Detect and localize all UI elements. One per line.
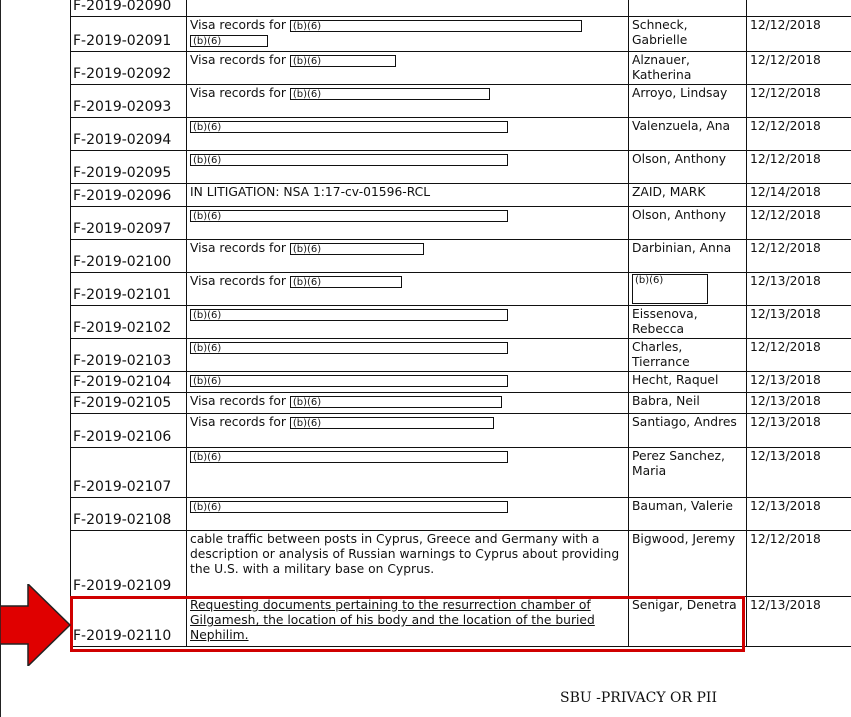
request-subject (187, 207, 629, 240)
request-id: F-2019-02106 (71, 414, 187, 448)
request-subject (187, 0, 629, 17)
request-subject (187, 498, 629, 531)
subject-text: Visa records for (190, 53, 286, 67)
redaction-box: (b)(6) (190, 501, 508, 513)
request-date: 12/13/2018 (747, 414, 851, 448)
requester-name (629, 273, 747, 306)
request-id: F-2019-02095 (71, 151, 187, 184)
subject-text: Requesting documents pertaining to the resurrection chamber of Gilgamesh, the location of his body and the location of the buried Nephilim. (190, 598, 595, 642)
request-date: 12/12/2018 (747, 531, 851, 597)
redaction-box: (b)(6) (190, 210, 508, 222)
request-subject (187, 414, 629, 448)
requester-name: Olson, Anthony (629, 207, 747, 240)
requester-name: Arroyo, Lindsay (629, 85, 747, 118)
redaction-box: (b)(6) (290, 396, 502, 408)
request-id: F-2019-02102 (71, 306, 187, 339)
request-id: F-2019-02107 (71, 448, 187, 498)
redaction-box: (b)(6) (290, 20, 582, 32)
subject-text: Visa records for (190, 241, 286, 255)
redaction-box: (b)(6) (190, 342, 508, 354)
redaction-box: (b)(6) (290, 276, 402, 288)
request-subject (187, 118, 629, 151)
red-highlight-box (70, 596, 745, 652)
requester-name (629, 0, 747, 17)
request-subject (187, 17, 629, 52)
request-subject (187, 372, 629, 393)
requester-name: Charles, Tierrance (629, 339, 747, 372)
subject-text: Visa records for (190, 274, 286, 288)
table-row (71, 0, 851, 17)
redaction-box: (b)(6) (190, 451, 508, 463)
subject-text: Visa records for (190, 86, 286, 100)
requester-name: Bigwood, Jeremy (629, 531, 747, 597)
request-id: F-2019-02100 (71, 240, 187, 273)
request-subject (187, 240, 629, 273)
request-id: F-2019-02097 (71, 207, 187, 240)
request-id: F-2019-02108 (71, 498, 187, 531)
request-date: 12/13/2018 (747, 498, 851, 531)
request-subject (187, 448, 629, 498)
request-id: F-2019-02105 (71, 393, 187, 414)
table-row (71, 151, 851, 184)
redaction-box: (b)(6) (190, 309, 508, 321)
table-row (71, 393, 851, 414)
request-id: F-2019-02110 (71, 597, 187, 647)
redaction-box: (b)(6) (190, 35, 268, 47)
red-arrow-icon (0, 584, 72, 666)
redaction-box: (b)(6) (290, 55, 396, 67)
requester-name: Santiago, Andres (629, 414, 747, 448)
subject-text: Visa records for (190, 394, 286, 408)
request-date: 12/12/2018 (747, 339, 851, 372)
request-date: 12/13/2018 (747, 597, 851, 647)
request-date: 12/13/2018 (747, 306, 851, 339)
foia-log-table (70, 0, 851, 647)
request-subject (187, 306, 629, 339)
request-date: 12/13/2018 (747, 448, 851, 498)
request-id: F-2019-02094 (71, 118, 187, 151)
table-row (71, 498, 851, 531)
requester-name: Hecht, Raquel (629, 372, 747, 393)
table-row (71, 372, 851, 393)
subject-text: Visa records for (190, 18, 286, 32)
request-id: F-2019-02091 (71, 17, 187, 52)
request-subject (187, 273, 629, 306)
request-subject (187, 151, 629, 184)
table-row (71, 448, 851, 498)
request-date: 12/14/2018 (747, 184, 851, 207)
request-subject (187, 85, 629, 118)
requester-name: ZAID, MARK (629, 184, 747, 207)
request-id: F-2019-02093 (71, 85, 187, 118)
requester-name: Senigar, Denetra (629, 597, 747, 647)
request-id: F-2019-02090 (71, 0, 187, 17)
table-row (71, 17, 851, 52)
table-row (71, 339, 851, 372)
requester-name: Valenzuela, Ana (629, 118, 747, 151)
request-date (747, 0, 851, 17)
request-date: 12/12/2018 (747, 17, 851, 52)
table-row (71, 273, 851, 306)
request-subject: cable traffic between posts in Cyprus, Greece and Germany with a description or analysis of Russian warnings to Cyprus about providing the U.S. with a military base on Cyprus. (187, 531, 629, 597)
requester-name: Darbinian, Anna (629, 240, 747, 273)
table-row (71, 414, 851, 448)
footer-classification: SBU -PRIVACY OR PII (560, 690, 717, 706)
request-id: F-2019-02103 (71, 339, 187, 372)
request-subject (187, 393, 629, 414)
request-date: 12/12/2018 (747, 207, 851, 240)
table-row (71, 306, 851, 339)
request-subject: IN LITIGATION: NSA 1:17-cv-01596-RCL (187, 184, 629, 207)
redaction-box: (b)(6) (290, 417, 494, 429)
requester-name: Eissenova, Rebecca (629, 306, 747, 339)
subject-text: Visa records for (190, 415, 286, 429)
table-row (71, 52, 851, 85)
request-date: 12/12/2018 (747, 151, 851, 184)
request-id: F-2019-02104 (71, 372, 187, 393)
redaction-box: (b)(6) (190, 375, 508, 387)
request-date: 12/12/2018 (747, 85, 851, 118)
request-date: 12/13/2018 (747, 372, 851, 393)
table-row (71, 118, 851, 151)
redaction-box: (b)(6) (290, 243, 424, 255)
request-date: 12/12/2018 (747, 52, 851, 85)
table-row (71, 240, 851, 273)
table-row (71, 184, 851, 207)
requester-name: Schneck, Gabrielle (629, 17, 747, 52)
table-row (71, 85, 851, 118)
table-row (71, 531, 851, 597)
request-subject (187, 52, 629, 85)
redaction-box: (b)(6) (190, 121, 508, 133)
request-id: F-2019-02101 (71, 273, 187, 306)
request-id: F-2019-02092 (71, 52, 187, 85)
request-date: 12/12/2018 (747, 240, 851, 273)
request-id: F-2019-02109 (71, 531, 187, 597)
requester-name: Bauman, Valerie (629, 498, 747, 531)
requester-name: Perez Sanchez, Maria (629, 448, 747, 498)
redaction-box: (b)(6) (190, 154, 508, 166)
request-date: 12/13/2018 (747, 273, 851, 306)
requester-name: Alznauer, Katherina (629, 52, 747, 85)
request-date: 12/12/2018 (747, 118, 851, 151)
request-id: F-2019-02096 (71, 184, 187, 207)
redaction-box: (b)(6) (290, 88, 490, 100)
redaction-box: (b)(6) (632, 274, 708, 304)
requester-name: Babra, Neil (629, 393, 747, 414)
request-date: 12/13/2018 (747, 393, 851, 414)
request-subject (187, 339, 629, 372)
table-row (71, 207, 851, 240)
requester-name: Olson, Anthony (629, 151, 747, 184)
